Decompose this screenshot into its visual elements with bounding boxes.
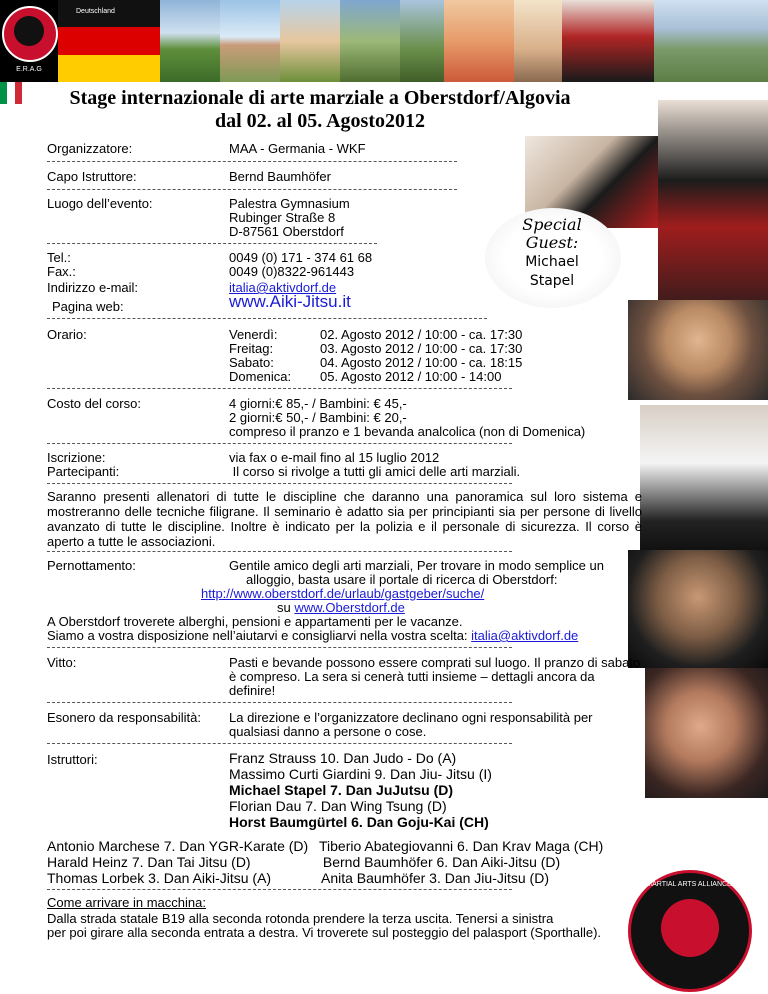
food-line3: definire! bbox=[229, 683, 276, 698]
instructor-right-3: Anita Baumhöfer 3. Dan Jiu-Jitsu (D) bbox=[321, 870, 549, 886]
schedule-time-4: 05. Agosto 2012 / 10:00 - 14:00 bbox=[320, 369, 502, 384]
liability-line2: qualsiasi danno a persone o cose. bbox=[229, 724, 427, 739]
web-label: Pagina web: bbox=[52, 299, 124, 314]
schedule-label: Orario: bbox=[47, 327, 87, 342]
divider bbox=[47, 318, 487, 320]
divider bbox=[47, 483, 512, 485]
martial-artist-group-photo bbox=[658, 100, 768, 330]
instructor-main-1: Franz Strauss 10. Dan Judo - Do (A) bbox=[229, 750, 457, 766]
oberstdorf-link[interactable]: www.Oberstdorf.de bbox=[294, 600, 405, 615]
fitness-class-photo bbox=[444, 0, 514, 82]
web-link[interactable]: www.Aiki-Jitsu.it bbox=[229, 292, 351, 311]
participants-label: Partecipanti: bbox=[47, 464, 120, 479]
organizer-label: Organizzatore: bbox=[47, 141, 133, 156]
cost-label: Costo del corso: bbox=[47, 396, 141, 411]
venue-label: Luogo dell’evento: bbox=[47, 196, 153, 211]
instructor-main-4: Florian Dau 7. Dan Wing Tsung (D) bbox=[229, 798, 447, 814]
lodging-line3: A Oberstdorf troverete alberghi, pensioni e appartamenti per le vacanze. bbox=[47, 614, 463, 629]
fax-value: 0049 (0)8322-961443 bbox=[229, 264, 355, 279]
schedule-time-1: 02. Agosto 2012 / 10:00 - ca. 17:30 bbox=[320, 327, 523, 342]
tel-label: Tel.: bbox=[47, 250, 71, 265]
divider bbox=[47, 161, 457, 163]
instructors-duo-photo bbox=[640, 405, 768, 550]
lodging-label: Pernottamento: bbox=[47, 558, 136, 573]
divider bbox=[47, 388, 512, 390]
lodging-line4-text: Siamo a vostra disposizione nell’aiutarvi e consigliarvi nella vostra scelta: bbox=[47, 628, 472, 643]
instructors-main-list bbox=[229, 750, 492, 830]
instructor-portrait-photo bbox=[628, 550, 768, 668]
instructor-seated-photo bbox=[645, 668, 768, 798]
thumbs-up-photo bbox=[220, 0, 280, 82]
special-guest-text bbox=[506, 216, 598, 290]
instructors-right-list bbox=[319, 838, 603, 886]
mountain-meadow-photo bbox=[160, 0, 220, 82]
email-link[interactable]: italia@aktivdorf.de bbox=[229, 280, 337, 295]
participants-value: Il corso si rivolge a tutti gli amici delle arti marziali. bbox=[229, 464, 521, 479]
martial-arts-photo bbox=[562, 0, 654, 82]
food-line1: Pasti e bevande possono essere comprati sul luogo. Il pranzo di sabato bbox=[229, 655, 641, 670]
divider bbox=[47, 551, 512, 553]
lodging-su-text: su bbox=[277, 600, 295, 615]
lodging-email-link[interactable]: italia@aktivdorf.de bbox=[471, 628, 579, 643]
special-guest-line1: Special bbox=[522, 215, 582, 234]
dragon-icon-bottom bbox=[661, 899, 719, 957]
head-instructor-label: Capo Istruttore: bbox=[47, 169, 137, 184]
directions-line1: Dalla strada statale B19 alla seconda rotonda prendere la terza uscita. Tenersi a sinistra bbox=[47, 911, 554, 926]
directions-line2: per poi girare alla seconda entrata a destra. Vi troverete sul posteggio del palasport (Sporthalle). bbox=[47, 925, 602, 940]
cost-line2: 2 giorni:€ 50,- / Bambini: € 20,- bbox=[229, 410, 407, 425]
cost-line3: compreso il pranzo e 1 bevanda analcolica (non di Domenica) bbox=[229, 424, 586, 439]
divider bbox=[47, 189, 457, 191]
registration-label: Iscrizione: bbox=[47, 450, 106, 465]
directions-heading: Come arrivare in macchina: bbox=[47, 895, 206, 910]
description-text: Saranno presenti allenatori di tutte le discipline che daranno una panoramica sul loro sistema e mostreranno delle tecniche filigrane. Il seminario è adatto sia per principianti sia per persone di livello avanzato di tutte le discipline. Inoltre è indicato per la polizia e il personale di sicurezza. Il corso è aperto a tutte le associazioni. bbox=[47, 489, 642, 549]
hiking-photo bbox=[340, 0, 400, 82]
page-title-line2: dal 02. al 05. Agosto2012 bbox=[214, 110, 426, 132]
liability-line1: La direzione e l’organizzatore declinano ogni responsabilità per bbox=[229, 710, 593, 725]
instructor-left-3: Thomas Lorbek 3. Dan Aiki-Jitsu (A) bbox=[47, 870, 272, 886]
instructor-right-2: Bernd Baumhöfer 6. Dan Aiki-Jitsu (D) bbox=[319, 854, 561, 870]
oberstdorf-panorama-photo bbox=[654, 0, 768, 82]
schedule-time-3: 04. Agosto 2012 / 10:00 - ca. 18:15 bbox=[320, 355, 523, 370]
fax-label: Fax.: bbox=[47, 264, 76, 279]
maa-logo-bottom bbox=[628, 870, 752, 992]
german-flag-photo bbox=[58, 0, 160, 82]
instructor-right-1: Tiberio Abategiovanni 6. Dan Krav Maga (CH) bbox=[319, 838, 604, 854]
lodging-line1: Gentile amico degli arti marziali, Per trovare in modo semplice un bbox=[229, 558, 604, 573]
instructor-left-1: Antonio Marchese 7. Dan YGR-Karate (D) bbox=[47, 838, 309, 854]
michael-stapel-photo bbox=[628, 300, 768, 400]
special-guest-line3: Michael bbox=[525, 254, 579, 270]
divider bbox=[47, 647, 512, 649]
header-photo-strip bbox=[0, 0, 768, 82]
instructor-main-2: Massimo Curti Giardini 9. Dan Jiu- Jitsu (I) bbox=[229, 766, 492, 782]
flag-caption: Deutschland bbox=[76, 8, 115, 15]
logo-bottom-text: E.R.A.G bbox=[16, 66, 42, 73]
tel-value: 0049 (0) 171 - 374 61 68 bbox=[229, 250, 373, 265]
email-label: Indirizzo e-mail: bbox=[47, 280, 139, 295]
cost-line1: 4 giorni:€ 85,- / Bambini: € 45,- bbox=[229, 396, 407, 411]
special-guest-line2: Guest: bbox=[525, 233, 579, 252]
instructors-label: Istruttori: bbox=[47, 752, 98, 767]
instructor-main-3: Michael Stapel 7. Dan JuJutsu (D) bbox=[229, 782, 454, 798]
venue-line2: Rubinger Straße 8 bbox=[229, 210, 336, 225]
stretching-photo bbox=[514, 0, 562, 82]
divider bbox=[47, 243, 377, 245]
instructors-left-list bbox=[47, 838, 308, 886]
oberstdorf-search-link[interactable]: http://www.oberstdorf.de/urlaub/gastgeber/suche/ bbox=[201, 586, 485, 601]
instructor-left-2: Harald Heinz 7. Dan Tai Jitsu (D) bbox=[47, 854, 251, 870]
lodging-line2: alloggio, basta usare il portale di ricerca di Oberstdorf: bbox=[246, 572, 558, 587]
special-guest-line4: Stapel bbox=[529, 273, 575, 289]
divider bbox=[47, 743, 512, 745]
woman-meadow-photo bbox=[280, 0, 340, 82]
schedule-day-2: Freitag: bbox=[229, 341, 274, 356]
organizer-value: MAA - Germania - WKF bbox=[229, 141, 366, 156]
lodging-line4 bbox=[47, 628, 578, 643]
dragon-icon bbox=[14, 16, 44, 46]
divider bbox=[47, 889, 512, 891]
lodging-su-line bbox=[277, 600, 405, 615]
schedule-time-2: 03. Agosto 2012 / 10:00 - ca. 17:30 bbox=[320, 341, 523, 356]
maa-logo bbox=[0, 0, 58, 82]
valley-photo bbox=[400, 0, 444, 82]
liability-label: Esonero da responsabilità: bbox=[47, 710, 201, 725]
divider bbox=[47, 443, 512, 445]
head-instructor-value: Bernd Baumhöfer bbox=[229, 169, 331, 184]
registration-value: via fax o e-mail fino al 15 luglio 2012 bbox=[229, 450, 440, 465]
food-label: Vitto: bbox=[47, 655, 77, 670]
venue-line3: D-87561 Oberstdorf bbox=[229, 224, 344, 239]
instructor-main-5: Horst Baumgürtel 6. Dan Goju-Kai (CH) bbox=[229, 814, 489, 830]
logo-bottom-caption: MARTIAL ARTS ALLIANCE bbox=[646, 881, 732, 888]
schedule-day-1: Venerdì: bbox=[229, 327, 278, 342]
schedule-day-3: Sabato: bbox=[229, 355, 274, 370]
page-title-line1: Stage internazionale di arte marziale a Oberstdorf/Algovia bbox=[69, 87, 571, 109]
divider bbox=[47, 702, 512, 704]
schedule-day-4: Domenica: bbox=[229, 369, 292, 384]
venue-line1: Palestra Gymnasium bbox=[229, 196, 350, 211]
food-line2: è compreso. La sera si cenerà tutti insieme – dettagli ancora da bbox=[229, 669, 595, 684]
